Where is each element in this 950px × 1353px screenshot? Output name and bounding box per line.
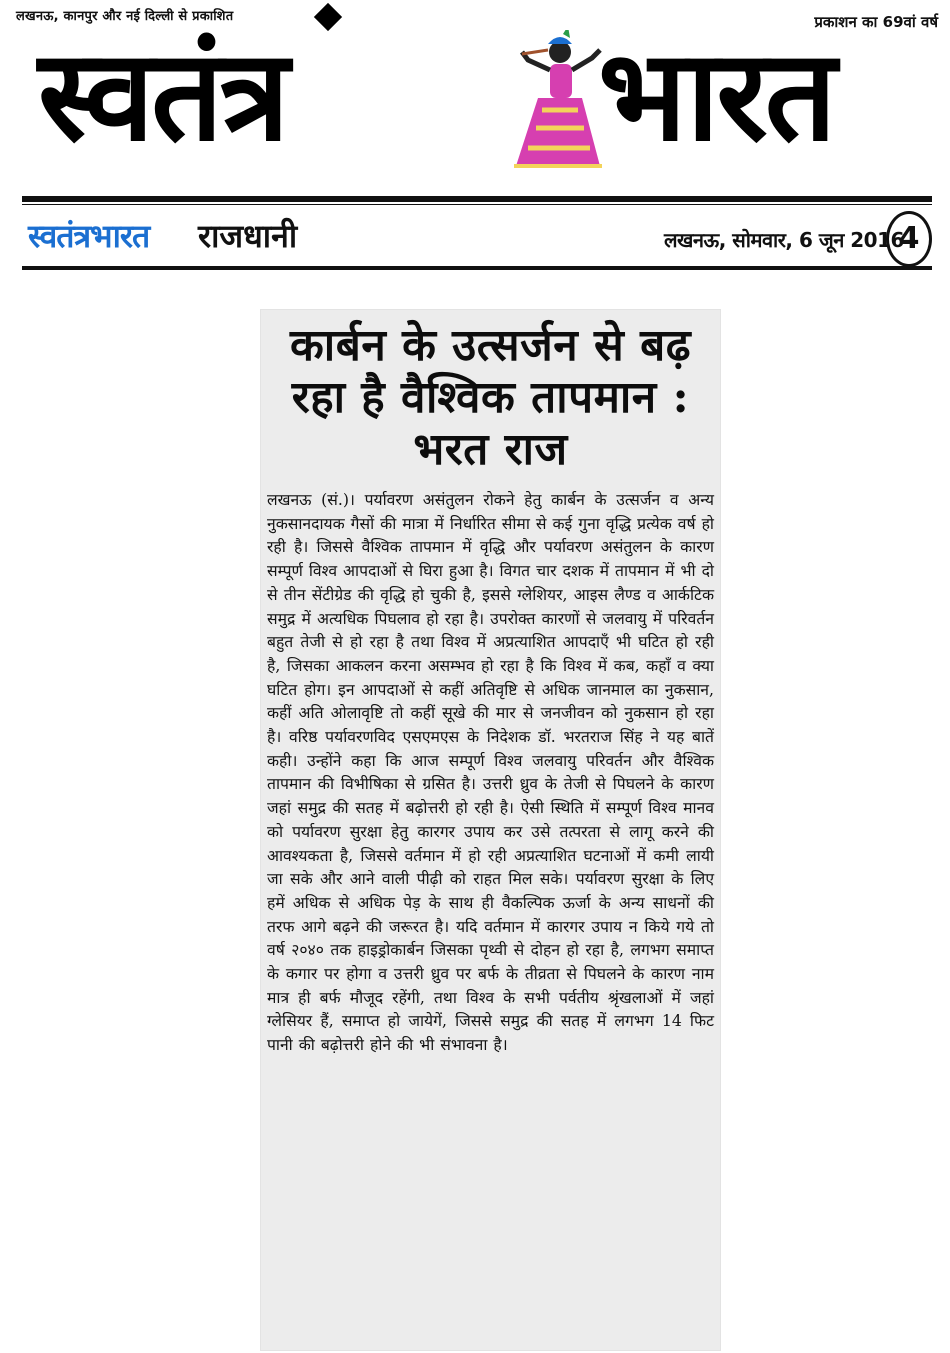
news-clipping [261,310,720,1350]
page-number: 4 [886,211,932,267]
masthead-name-right: भारत [598,21,834,169]
masthead-name-left: स्वतंत्र [38,21,287,169]
section-band-divider [22,204,932,205]
dateline: लखनऊ, सोमवार, 6 जून 2016 [664,228,904,252]
section-band-top [22,196,932,202]
mini-logo: स्वतंत्रभारत [28,217,150,255]
publication-year: प्रकाशन का 69वां वर्ष [814,13,938,31]
article-body: लखनऊ (सं.)। पर्यावरण असंतुलन रोकने हेतु कार्बन के उत्सर्जन व अन्य नुकसानदायक गैसों की मात्रा में निर्धारित सीमा से कई गुना वृद्धि प्रत्येक वर्ष हो रही है। जिससे वैश्विक तापमान में वृद्धि और पर्यावरण असंतुलन के कारण सम्पूर्ण विश्व आपदाओं से घिरा हुआ है। विगत चार दशक में तापमान में भी दो से तीन सेंटीग्रेड की वृद्धि हो चुकी है, इससे ग्लेशियर, आइस लैण्ड व आर्कटिक समुद्र में अत्यधिक पिघलाव हो रहा है। उपरोक्त कारणों से जलवायु में परिवर्तन बहुत तेजी से हो रहा है तथा विश्व में अप्रत्याशित आपदाएँ भी घटित हो रही है, जिसका आकलन करना असम्भव हो रहा है कि विश्व में कब, कहाँ व क्या घटित होग। इन आपदाओं से कहीं अतिवृष्टि से अधिक जानमाल का नुकसान, कहीं अति ओलावृष्टि तो कहीं सूखे की मार से जनजीवन को नुकसान हो रहा है। वरिष्ठ पर्यावरणविद एसएमएस के निदेशक डॉ. भरतराज सिंह ने यह बातें कही। उन्होंने कहा कि आज सम्पूर्ण विश्व जलवायु परिवर्तन और वैश्विक तापमान की विभीषिका से ग्रसित है। उत्तरी ध्रुव के तेजी से पिघलने के कारण जहां समुद्र की सतह में बढ़ोत्तरी हो रही है। ऐसी स्थिति में सम्पूर्ण विश्व मानव को पर्यावरण सुरक्षा हेतु कारगर उपाय कर उसे तत्परता से लागू करने की आवश्यकता है, जिससे वर्तमान में हो रही अप्रत्याशित घटनाओं में कमी लायी जा सके और आने वाली पीढ़ी को राहत मिल सके। पर्यावरण सुरक्षा के लिए हमें अधिक से अधिक पेड़ के साथ ही वैकल्पिक ऊर्जा के अन्य साधनों की तरफ आगे बढ़ने की जरूरत है। यदि वर्तमान में कारगर उपाय न किये गये तो वर्ष २०४० तक हाइड्रोकार्बन जिसका पृथ्वी से दोहन हो रहा है, लगभग समाप्त के कगार पर होगा व उत्तरी ध्रुव पर बर्फ के तीव्रता से पिघलने के कारण नाम मात्र ही बर्फ मौजूद रहेंगी, तथा विश्व के सभी पर्वतीय श्रृंखलाओं में जहां ग्लेसियर हैं, समाप्त हो जायेगें, जिससे समुद्र की सतह में लगभग 14 फिट पानी की बढ़ोत्तरी होने की भी संभावना है। [267,490,714,1055]
section-band-bottom [22,266,932,270]
section-title: राजधानी [198,217,298,255]
krishna-figure-icon [508,30,608,170]
published-from: लखनऊ, कानपुर और नई दिल्ली से प्रकाशित [16,9,234,24]
newspaper-masthead [38,20,950,170]
article-headline: कार्बन के उत्सर्जन से बढ़ रहा है वैश्विक तापमान : भरत राज [290,320,691,475]
